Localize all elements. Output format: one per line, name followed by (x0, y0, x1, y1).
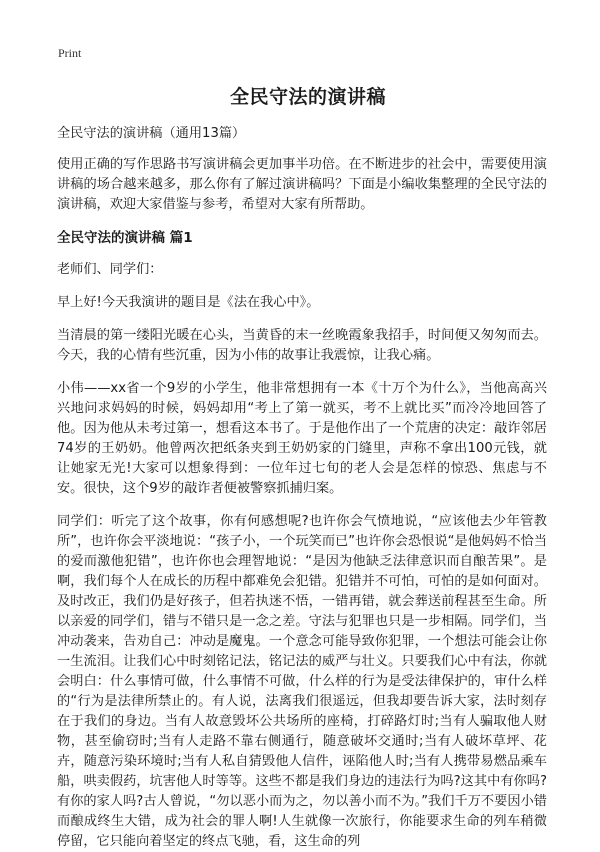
intro-paragraph: 使用正确的写作思路书写演讲稿会更加事半功倍。在不断进步的社会中，需要使用演讲稿的场合越来越多，那么你有了解过演讲稿吗？下面是小编收集整理的全民守法的演讲稿，欢迎大家借鉴与参考，希望对大家有所帮助。 (57, 157, 547, 212)
print-label[interactable]: Print (58, 46, 82, 60)
document-title: 全民守法的演讲稿 (229, 86, 386, 108)
document-page (57, 82, 547, 852)
body-paragraph: 小伟——xx省一个9岁的小学生，他非常想拥有一本《十万个为什么》，当他高高兴兴地问求妈妈的时候，妈妈却用“考上了第一就买，考不上就比买”而冷冷地回答了他。因为他从未考过第一，想看这本书了。于是他作出了一个荒唐的决定：敲诈邻居74岁的王奶奶。他曾两次把纸条夹到王奶奶家的门缝里，声称不拿出100元钱，就让她家无光!大家可以想象得到：一位年过七旬的老人会是怎样的惊恐、焦虑与不安。很快，这个9岁的敲诈者便被警察抓捕归案。 (57, 381, 547, 496)
body-paragraph: 同学们：听完了这个故事，你有何感想呢?也许你会气愤地说，“应该他去少年管教所”，也许你会平淡地说：“孩子小，一个玩笑而已”也许你会恐恨说“是他妈妈不恰当的爱而激他犯错”，也许你也会理智地说：“是因为他缺乏法律意识而自酿苦果”。是啊，我们每个人在成长的历程中都难免会犯错。犯错并不可怕，可怕的是如何面对。及时改正，我们仍是好孩子，但若执迷不悟，一错再错，就会葬送前程甚至生命。所以亲爱的同学们，错与不错只是一念之差。守法与犯罪也只是一步相隔。同学们，当冲动袭来，告劝自己：冲动是魔鬼。一个意念可能导致你犯罪，一个想法可能会让你一生流泪。让我们心中时刻铭记法，铭记法的威严与壮义。只要我们心中有法，你就会明白：什么事情可做，什么事情不可做，什么样的行为是受法律保护的，审什么样的“行为是法律所禁止的。有人说，法离我们很遥远，但我却要告诉大家，法时刻存在于我们的身边。当有人故意毁坏公共场所的座椅，打碎路灯时;当有人骗取他人财物，甚至偷窃时;当有人走路不靠右侧通行，随意破坏交通时;当有人破坏草坪、花卉，随意污染环境时;当有人私自猜毁他人信件，诬陷他人时;当有人携带易燃品乘车船，哄卖假药，坑害他人时等等。这些不都是我们身边的违法行为吗?这其中有你吗?有你的家人吗?古人曾说，“勿以恶小而为之，勿以善小而不为。”我们千万不要因小错而酿成终生大错，成为社会的罪人啊!人生就像一次旅行，你能要求生命的列车稍微停留，它只能向着坚定的终点飞驰，看，这生命的列 (57, 514, 547, 849)
section-heading: 全民守法的演讲稿 篇1 (57, 230, 193, 246)
body-paragraph: 早上好!今天我演讲的题目是《法在我心中》。 (57, 295, 320, 310)
body-paragraph: 当清晨的第一缕阳光暖在心头，当黄昏的末一丝晚霞象我招手，时间便又匆匆而去。今天，我的心情有些沉重，因为小伟的故事让我震惊，让我心痛。 (57, 328, 547, 363)
body-paragraph: 老师们、同学们： (57, 262, 163, 277)
document-subtitle: 全民守法的演讲稿（通用13篇） (57, 126, 246, 141)
